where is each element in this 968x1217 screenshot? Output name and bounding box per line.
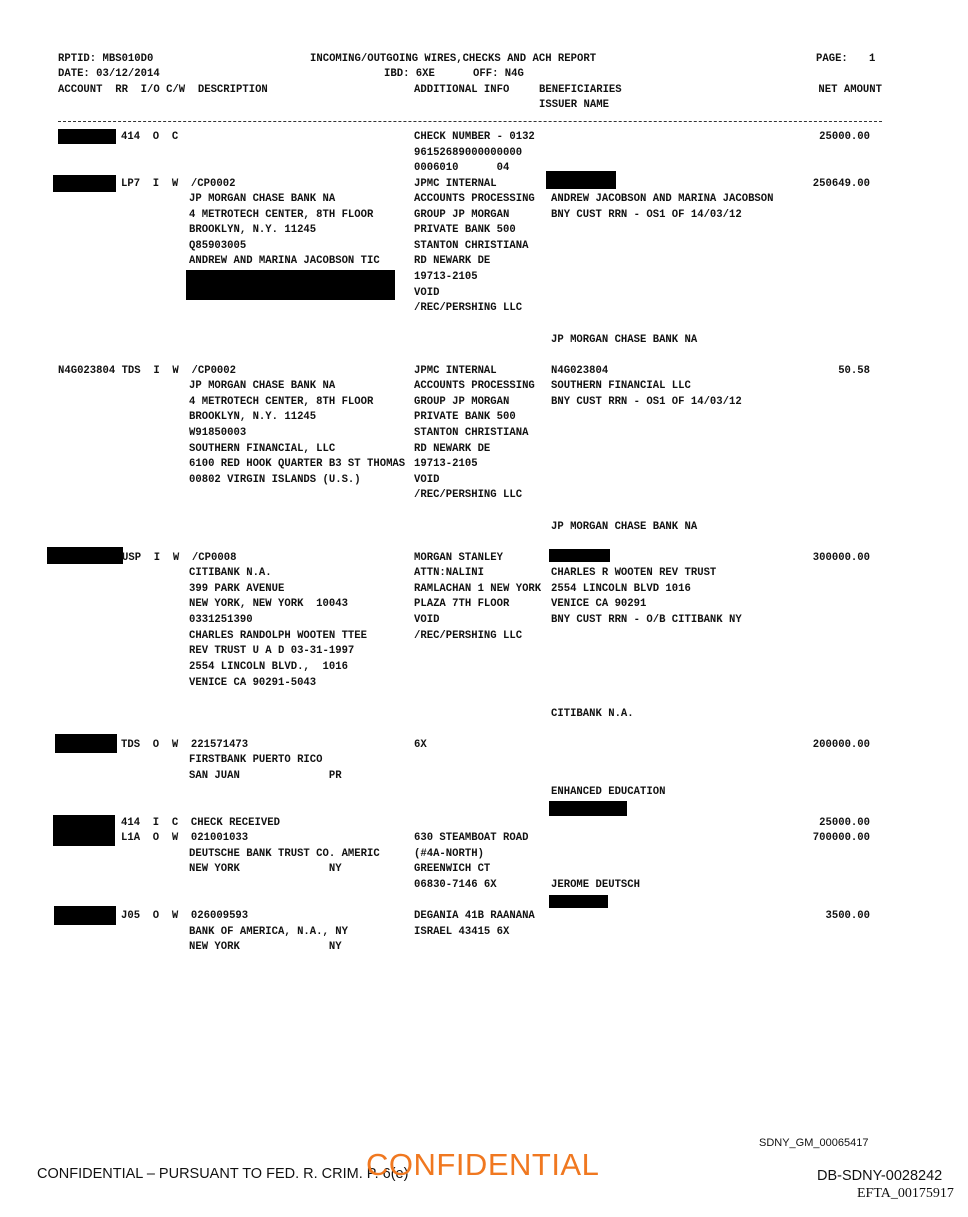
beneficiary-line: 2554 LINCOLN BLVD 1016 bbox=[551, 583, 691, 595]
header-separator bbox=[58, 121, 882, 122]
row-code: N4G023804 TDS I W /CP0002 bbox=[58, 365, 237, 377]
additional-info: JPMC INTERNAL bbox=[414, 178, 497, 190]
beneficiary-line: BNY CUST RRN - OS1 OF 14/03/12 bbox=[551, 396, 742, 408]
additional-info: (#4A-NORTH) bbox=[414, 848, 484, 860]
issuer-name: CITIBANK N.A. bbox=[551, 708, 634, 720]
net-amount: 200000.00 bbox=[812, 739, 870, 751]
description-line: DEUTSCHE BANK TRUST CO. AMERIC bbox=[189, 848, 380, 860]
bates-number-db: DB-SDNY-0028242 bbox=[817, 1168, 943, 1184]
redaction-box bbox=[53, 815, 115, 846]
additional-info: PRIVATE BANK 500 bbox=[414, 411, 516, 423]
description-line: SOUTHERN FINANCIAL, LLC bbox=[189, 443, 336, 455]
description-line: 4 METROTECH CENTER, 8TH FLOOR bbox=[189, 209, 374, 221]
bates-number-top: SDNY_GM_00065417 bbox=[759, 1137, 869, 1149]
beneficiary-line: CHARLES R WOOTEN REV TRUST bbox=[551, 567, 717, 579]
description-line: 4 METROTECH CENTER, 8TH FLOOR bbox=[189, 396, 374, 408]
additional-info: GREENWICH CT bbox=[414, 863, 491, 875]
redaction-box bbox=[549, 801, 627, 816]
issuer-name: JEROME DEUTSCH bbox=[551, 879, 641, 891]
description-line: BROOKLYN, N.Y. 11245 bbox=[189, 224, 317, 236]
report-id: RPTID: MBS010D0 bbox=[58, 53, 154, 65]
beneficiary-line: VENICE CA 90291 bbox=[551, 598, 647, 610]
additional-info: /REC/PERSHING LLC bbox=[414, 630, 523, 642]
description-line: BROOKLYN, N.Y. 11245 bbox=[189, 411, 317, 423]
additional-info: 19713-2105 bbox=[414, 271, 478, 283]
description-line: FIRSTBANK PUERTO RICO bbox=[189, 754, 323, 766]
net-amount: 50.58 bbox=[838, 365, 870, 377]
description-line: JP MORGAN CHASE BANK NA bbox=[189, 380, 336, 392]
additional-info: VOID bbox=[414, 614, 440, 626]
description-line: CITIBANK N.A. bbox=[189, 567, 272, 579]
description-line: JP MORGAN CHASE BANK NA bbox=[189, 193, 336, 205]
column-header-beneficiaries: BENEFICIARIES bbox=[539, 84, 622, 96]
additional-info: ISRAEL 43415 6X bbox=[414, 926, 510, 938]
redaction-box bbox=[54, 906, 116, 925]
page-label: PAGE: bbox=[816, 53, 848, 65]
report-title: INCOMING/OUTGOING WIRES,CHECKS AND ACH REPORT bbox=[310, 53, 597, 65]
additional-info: 630 STEAMBOAT ROAD bbox=[414, 832, 529, 844]
additional-info: VOID bbox=[414, 287, 440, 299]
description-line: 399 PARK AVENUE bbox=[189, 583, 285, 595]
description-line: NEW YORK NY bbox=[189, 863, 342, 875]
column-header-account: ACCOUNT RR I/O C/W DESCRIPTION bbox=[58, 84, 268, 96]
net-amount: 700000.00 bbox=[812, 832, 870, 844]
ibd-office: IBD: 6XE OFF: N4G bbox=[384, 68, 524, 80]
additional-info: PLAZA 7TH FLOOR bbox=[414, 598, 510, 610]
description-line: ANDREW AND MARINA JACOBSON TIC bbox=[189, 255, 380, 267]
redaction-box bbox=[546, 171, 616, 189]
description-line: 6100 RED HOOK QUARTER B3 ST THOMAS bbox=[189, 458, 406, 470]
additional-info: VOID bbox=[414, 474, 440, 486]
additional-info: 6X bbox=[414, 739, 427, 751]
additional-info: MORGAN STANLEY bbox=[414, 552, 504, 564]
additional-info: /REC/PERSHING LLC bbox=[414, 489, 523, 501]
beneficiary-line: SOUTHERN FINANCIAL LLC bbox=[551, 380, 691, 392]
description-line: Q85903005 bbox=[189, 240, 247, 252]
row-code: LP7 I W /CP0002 bbox=[121, 178, 236, 190]
beneficiary-line: BNY CUST RRN - OS1 OF 14/03/12 bbox=[551, 209, 742, 221]
additional-info: ACCOUNTS PROCESSING bbox=[414, 193, 535, 205]
additional-info: RD NEWARK DE bbox=[414, 443, 491, 455]
beneficiary-line: ANDREW JACOBSON AND MARINA JACOBSON bbox=[551, 193, 774, 205]
description-line: W91850003 bbox=[189, 427, 247, 439]
net-amount: 25000.00 bbox=[819, 131, 870, 143]
additional-info: STANTON CHRISTIANA bbox=[414, 240, 529, 252]
row-code: USP I W /CP0008 bbox=[122, 552, 237, 564]
additional-info: CHECK NUMBER - 0132 bbox=[414, 131, 535, 143]
description-line: BANK OF AMERICA, N.A., NY bbox=[189, 926, 348, 938]
redaction-box bbox=[549, 549, 610, 562]
redaction-box bbox=[58, 129, 116, 144]
additional-info: GROUP JP MORGAN bbox=[414, 396, 510, 408]
additional-info: ATTN:NALINI bbox=[414, 567, 484, 579]
additional-info: PRIVATE BANK 500 bbox=[414, 224, 516, 236]
column-header-additional-info: ADDITIONAL INFO bbox=[414, 84, 510, 96]
redaction-box bbox=[55, 734, 117, 753]
description-line: NEW YORK, NEW YORK 10043 bbox=[189, 598, 348, 610]
column-header-net-amount: NET AMOUNT bbox=[818, 84, 882, 96]
additional-info: GROUP JP MORGAN bbox=[414, 209, 510, 221]
issuer-name: ENHANCED EDUCATION bbox=[551, 786, 666, 798]
issuer-name: JP MORGAN CHASE BANK NA bbox=[551, 521, 698, 533]
beneficiary-line: N4G023804 bbox=[551, 365, 609, 377]
description-line: VENICE CA 90291-5043 bbox=[189, 677, 317, 689]
redaction-box bbox=[47, 547, 123, 564]
row-code: 414 I C CHECK RECEIVED bbox=[121, 817, 280, 829]
efta-number: EFTA_00175917 bbox=[857, 1186, 954, 1201]
report-date: DATE: 03/12/2014 bbox=[58, 68, 160, 80]
net-amount: 25000.00 bbox=[819, 817, 870, 829]
row-code: TDS O W 221571473 bbox=[121, 739, 249, 751]
description-line: CHARLES RANDOLPH WOOTEN TTEE bbox=[189, 630, 368, 642]
description-line: 2554 LINCOLN BLVD., 1016 bbox=[189, 661, 348, 673]
row-code: 414 O C bbox=[121, 131, 179, 143]
description-line: REV TRUST U A D 03-31-1997 bbox=[189, 645, 355, 657]
additional-info: ACCOUNTS PROCESSING bbox=[414, 380, 535, 392]
additional-info: JPMC INTERNAL bbox=[414, 365, 497, 377]
confidential-stamp: CONFIDENTIAL bbox=[366, 1147, 600, 1182]
description-line: SAN JUAN PR bbox=[189, 770, 342, 782]
additional-info: RD NEWARK DE bbox=[414, 255, 491, 267]
additional-info: RAMLACHAN 1 NEW YORK bbox=[414, 583, 542, 595]
additional-info: 0006010 04 bbox=[414, 162, 510, 174]
additional-info: /REC/PERSHING LLC bbox=[414, 302, 523, 314]
additional-info: STANTON CHRISTIANA bbox=[414, 427, 529, 439]
net-amount: 250649.00 bbox=[812, 178, 870, 190]
additional-info: 06830-7146 6X bbox=[414, 879, 497, 891]
redaction-box bbox=[186, 270, 395, 300]
issuer-name: JP MORGAN CHASE BANK NA bbox=[551, 334, 698, 346]
redaction-box bbox=[549, 895, 608, 908]
page-number: 1 bbox=[869, 53, 876, 65]
column-header-issuer-name: ISSUER NAME bbox=[539, 99, 609, 111]
net-amount: 3500.00 bbox=[825, 910, 870, 922]
description-line: 0331251390 bbox=[189, 614, 253, 626]
row-code: L1A O W 021001033 bbox=[121, 832, 249, 844]
additional-info: 19713-2105 bbox=[414, 458, 478, 470]
beneficiary-line: BNY CUST RRN - O/B CITIBANK NY bbox=[551, 614, 742, 626]
additional-info: DEGANIA 41B RAANANA bbox=[414, 910, 535, 922]
description-line: NEW YORK NY bbox=[189, 941, 342, 953]
redaction-box bbox=[53, 175, 116, 192]
additional-info: 96152689000000000 bbox=[414, 147, 523, 159]
confidential-notice: CONFIDENTIAL – PURSUANT TO FED. R. CRIM. P. 6(e) bbox=[37, 1166, 409, 1182]
description-line: 00802 VIRGIN ISLANDS (U.S.) bbox=[189, 474, 361, 486]
net-amount: 300000.00 bbox=[812, 552, 870, 564]
row-code: J05 O W 026009593 bbox=[121, 910, 249, 922]
